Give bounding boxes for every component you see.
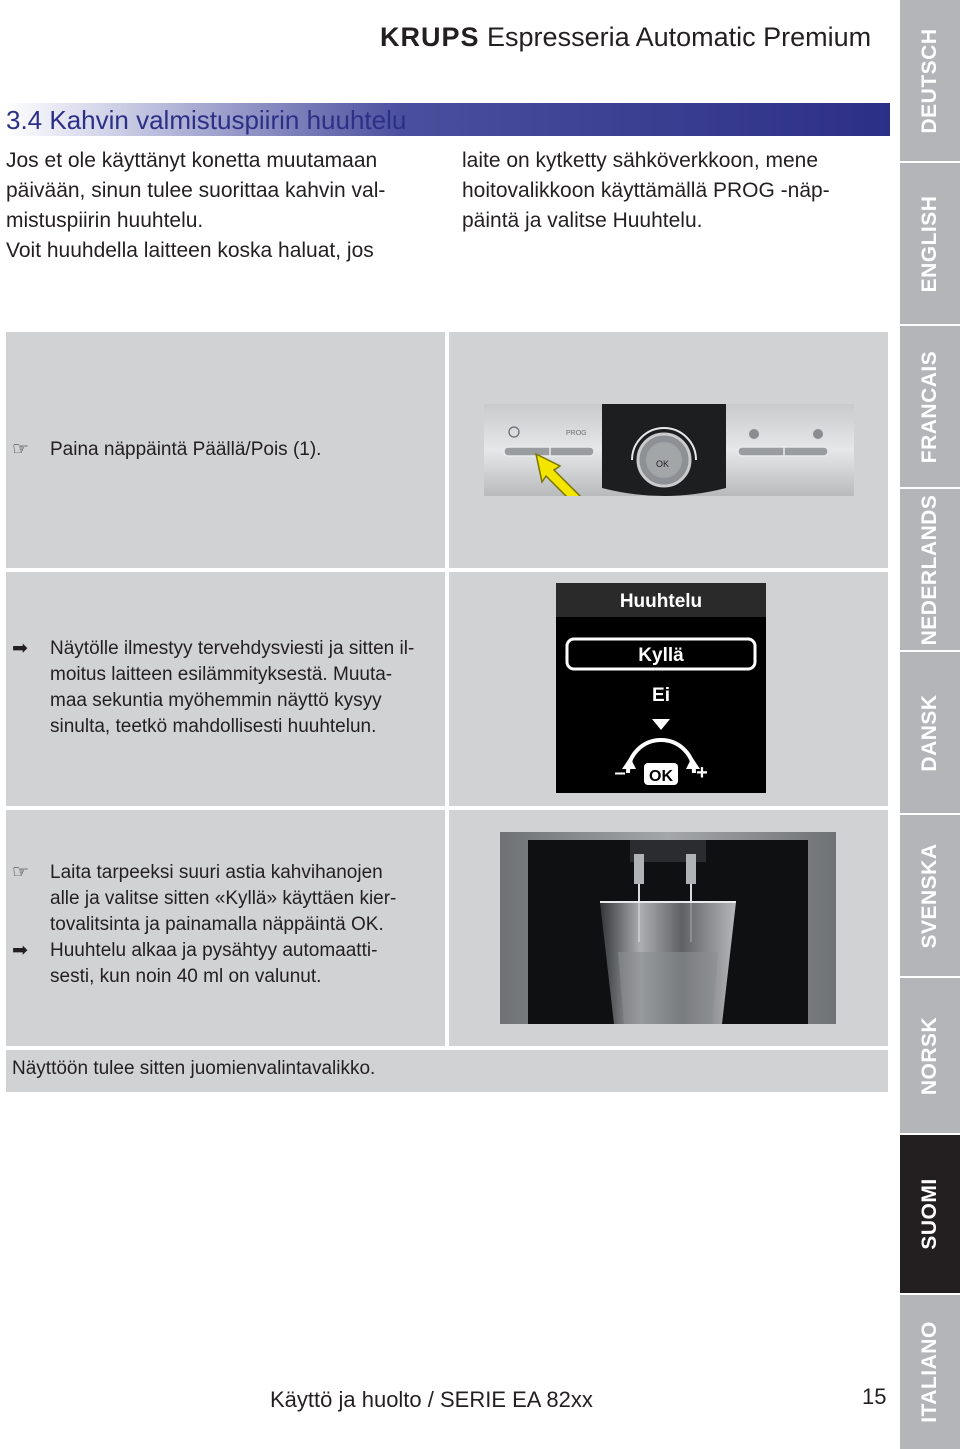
display-screen-drawing (556, 583, 766, 793)
step-line: Näytölle ilmestyy tervehdysviesti ja sitten il- (50, 638, 415, 659)
control-panel-image (484, 404, 854, 496)
tab-dansk[interactable] (900, 652, 960, 815)
tab-label: NORSK (918, 1016, 941, 1095)
step-line: maa sekuntia myöhemmin näyttö kysyy (50, 690, 382, 711)
prog-label: PROG (566, 430, 587, 437)
tab-label: SUOMI (918, 1178, 941, 1250)
step-line: sinulta, teetkö mahdollisesti huuhtelun. (50, 716, 377, 737)
step-line: Laita tarpeeksi suuri astia kahvihanojen (50, 862, 383, 883)
intro-line: laite on kytketty sähköverkkoon, mene (462, 149, 819, 172)
intro-line: Voit huuhdella laitteen koska haluat, jos (6, 239, 374, 262)
screen-plus: + (696, 762, 708, 784)
intro-line: päintä ja valitse Huuhtelu. (462, 209, 703, 232)
brand-name: KRUPS (380, 22, 480, 52)
cup-drawing (500, 832, 836, 1024)
final-note: Näyttöön tulee sitten juomienvalintavalikko. (12, 1058, 376, 1079)
step-line: Huuhtelu alkaa ja pysähtyy automaatti- (50, 940, 378, 961)
screen-minus: – (614, 762, 626, 784)
step-line: alle ja valitse sitten «Kyllä» käyttäen kier- (50, 888, 397, 909)
tab-label: NEDERLANDS (918, 494, 941, 645)
tab-nederlands[interactable] (900, 489, 960, 652)
screen-option-other: Ei (652, 685, 670, 706)
step1-text (50, 437, 321, 463)
step-line: moitus laitteen esilämmityksestä. Muuta- (50, 664, 393, 685)
intro-line: mistuspiirin huuhtelu. (6, 209, 204, 232)
page-number: 15 (862, 1384, 887, 1409)
display-screen-image (556, 583, 766, 793)
hand-pointer-icon: ☞ (12, 862, 30, 883)
tab-norsk[interactable] (900, 978, 960, 1135)
screen-title: Huuhtelu (619, 591, 703, 612)
tab-label: ENGLISH (918, 195, 941, 292)
intro-line: Jos et ole käyttänyt konetta muutamaan (6, 149, 378, 172)
tab-francais[interactable] (900, 326, 960, 489)
intro-left-column (6, 146, 385, 266)
tab-label: ITALIANO (918, 1321, 941, 1423)
tab-label: SVENSKA (918, 842, 941, 949)
step2-text (50, 636, 414, 740)
section-title: 3.4 Kahvin valmistuspiirin huuhtelu (6, 105, 407, 135)
product-name: Espresseria Automatic Premium (487, 22, 872, 52)
tab-label: DANSK (918, 693, 941, 772)
tab-label: FRANCAIS (918, 350, 941, 463)
tab-deutsch[interactable] (900, 0, 960, 163)
ok-label: OK (656, 459, 670, 469)
hand-pointer-icon: ☞ (12, 439, 30, 460)
tab-svenska[interactable] (900, 815, 960, 978)
tab-suomi[interactable] (900, 1135, 960, 1295)
step3-text (50, 860, 396, 990)
tab-english[interactable] (900, 163, 960, 326)
tab-italiano[interactable] (900, 1295, 960, 1449)
step-line: sesti, kun noin 40 ml on valunut. (50, 966, 322, 987)
arrow-right-icon: ➡ (12, 638, 28, 659)
step-line: Paina näppäintä Päällä/Pois (1). (50, 439, 322, 460)
intro-right-column (462, 146, 830, 236)
step-line: tovalitsinta ja painamalla näppäintä OK. (50, 914, 384, 935)
arrow-right-icon: ➡ (12, 940, 28, 961)
intro-line: hoitovalikkoon käyttämällä PROG -näp- (462, 179, 830, 202)
page-header (380, 20, 892, 54)
control-panel-drawing (484, 404, 854, 496)
footer-text: Käyttö ja huolto / SERIE EA 82xx (270, 1387, 593, 1412)
language-tabs (900, 0, 960, 1449)
cup-under-spouts-image (500, 832, 836, 1024)
intro-line: päivään, sinun tulee suorittaa kahvin val- (6, 179, 386, 202)
screen-ok-label: OK (649, 768, 673, 785)
tab-label: DEUTSCH (918, 27, 941, 134)
screen-option-selected: Kyllä (638, 645, 684, 666)
